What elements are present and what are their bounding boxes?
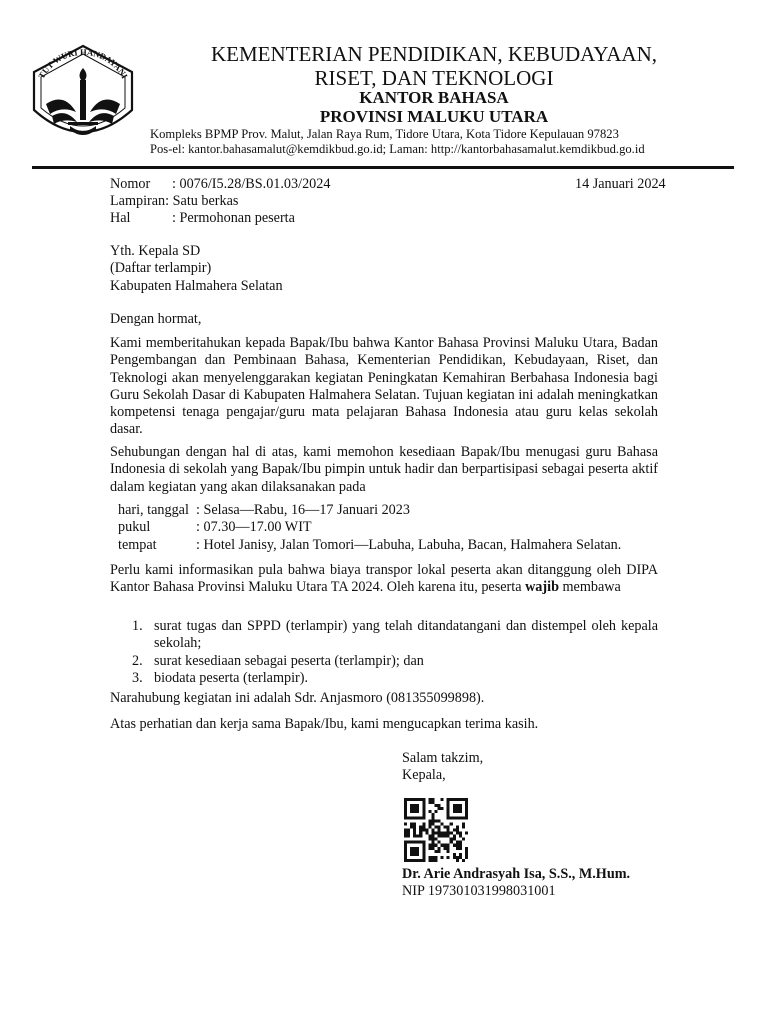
- subject-line: [110, 210, 295, 227]
- contact-person: Narahubung kegiatan ini adalah Sdr. Anjasmoro (081355099898).: [110, 690, 485, 706]
- svg-text:TUT WURI HANDAYANI: TUT WURI HANDAYANI: [36, 46, 130, 81]
- requirements-list: [110, 618, 658, 687]
- letterhead-divider: [32, 166, 734, 169]
- closing-line: Atas perhatian dan kerja sama Bapak/Ibu, kami mengucapkan terima kasih.: [110, 716, 539, 732]
- greeting: Dengan hormat,: [110, 311, 202, 327]
- salutation: Salam takzim,: [402, 750, 484, 766]
- list-text: biodata peserta (terlampir).: [154, 669, 309, 686]
- paragraph-transport: [110, 562, 658, 597]
- list-item: [110, 670, 658, 687]
- event-place-label: tempat: [118, 536, 157, 553]
- office-line-1: KANTOR BAHASA: [359, 88, 509, 107]
- event-place-value: : Hotel Janisy, Jalan Tomori—Labuha, Labuha, Bacan, Halmahera Selatan.: [196, 536, 622, 553]
- attachment-line: Lampiran: Satu berkas: [110, 193, 239, 209]
- signature-block: [402, 750, 483, 785]
- ministry-name: [150, 42, 718, 90]
- event-time-value: : 07.30—17.00 WIT: [196, 519, 312, 536]
- list-item: [110, 618, 658, 653]
- transport-emphasis: wajib: [525, 579, 559, 596]
- contact-line: Pos-el: kantor.bahasamalut@kemdikbud.go.id; Laman: http://kantorbahasamalut.kemdikbud.go.id: [150, 142, 645, 156]
- list-item: [110, 653, 658, 670]
- subject-value: : Permohonan peserta: [172, 210, 295, 226]
- event-place-row: [118, 537, 621, 554]
- subject-label: Hal: [110, 210, 131, 226]
- event-time-row: [118, 519, 621, 536]
- recipient-line-2: (Daftar terlampir): [110, 260, 212, 277]
- event-details: [118, 502, 621, 554]
- paragraph-request: Sehubungan dengan hal di atas, kami memohon kesediaan Bapak/Ibu menugasi guru Bahasa Indonesia di sekolah yang Bapak/Ibu pimpin untuk hadir dan berpartisipasi sebagai peserta aktif dalam kegiatan yang akan dilaksanakan pada: [110, 444, 658, 495]
- transport-text-end: membawa: [558, 579, 621, 596]
- recipient-block: [110, 243, 283, 295]
- event-time-label: pukul: [118, 519, 151, 536]
- list-text: surat kesediaan sebagai peserta (terlampir); dan: [154, 652, 424, 669]
- recipient-line-1: Yth. Kepala SD: [110, 243, 201, 259]
- signatory-nip: NIP 197301031998031001: [402, 883, 556, 899]
- recipient-line-3: Kabupaten Halmahera Selatan: [110, 277, 283, 294]
- paragraph-intro: Kami memberitahukan kepada Bapak/Ibu bahwa Kantor Bahasa Provinsi Maluku Utara, Badan Pengembangan dan Pembinaan Bahasa, Kementerian Pendidikan, Kebudayaan, Riset, dan Teknologi akan menyelenggarakan kegiatan Peningkatan Kemahiran Berbahasa Indonesia bagi Guru Sekolah Dasar di Kabupaten Halmahera Selatan. Tujuan kegiatan ini adalah meningkatkan kompetensi tenaga pengajar/guru mata pelajaran Bahasa Indonesia atau guru kelas sekolah dasar.: [110, 335, 658, 438]
- event-date-value: : Selasa—Rabu, 16—17 Januari 2023: [196, 502, 410, 518]
- transport-text: Perlu kami informasikan pula bahwa biaya transpor lokal peserta akan ditanggung oleh DIPA Kantor Bahasa Provinsi Maluku Utara TA 2024. Oleh karena itu, peserta: [110, 562, 658, 596]
- event-date-label: hari, tanggal: [118, 502, 189, 518]
- ministry-line-1: KEMENTERIAN PENDIDIKAN, KEBUDAYAAN,: [210, 42, 658, 66]
- list-number: 1.: [132, 618, 143, 634]
- signatory-name: Dr. Arie Andrasyah Isa, S.S., M.Hum.: [402, 866, 631, 882]
- office-line-2: PROVINSI MALUKU UTARA: [319, 107, 549, 126]
- letter-number: [110, 176, 330, 193]
- letter-date: 14 Januari 2024: [575, 176, 666, 192]
- list-number: 2.: [132, 652, 143, 669]
- qr-code-signature: [404, 798, 468, 862]
- list-number: 3.: [132, 669, 143, 686]
- office-address: [150, 127, 750, 157]
- number-value: : 0076/I5.28/BS.01.03/2024: [172, 176, 331, 192]
- number-label: Nomor: [110, 176, 151, 192]
- list-text: surat tugas dan SPPD (terlampir) yang telah ditandatangani dan distempel oleh kepala sekolah;: [154, 618, 658, 652]
- signatory-position: Kepala,: [402, 767, 446, 784]
- address-line: Kompleks BPMP Prov. Malut, Jalan Raya Rum, Tidore Utara, Kota Tidore Kepulauan 97823: [150, 127, 619, 141]
- tut-wuri-handayani-logo: [24, 42, 142, 150]
- ministry-line-2: RISET, DAN TEKNOLOGI: [314, 66, 554, 90]
- event-date-row: [118, 502, 621, 519]
- office-name: [150, 88, 718, 126]
